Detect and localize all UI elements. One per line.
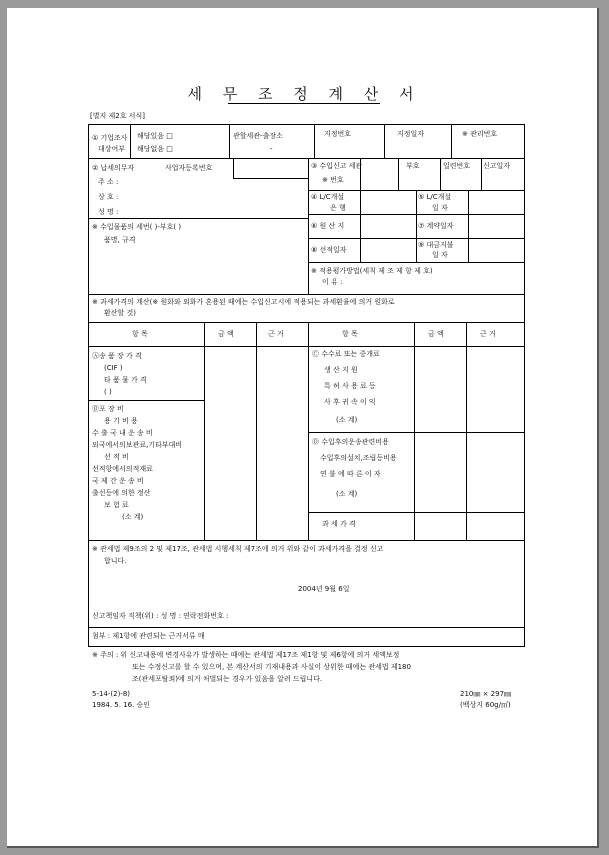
divider — [440, 158, 441, 190]
note-line-2: 또는 수정신고를 할 수 있으며, 본 계산서의 기재내용과 사실이 상위한 때에는 관세법 제180 — [132, 663, 411, 671]
office-label: 관할세관-출장소 — [233, 132, 283, 140]
note-line: ※ 주의 : 위 신고내용에 변경사유가 발생하는 때에는 관세법 제17조 제1항 및 제6항에 의거 세액보정 — [92, 651, 400, 659]
calc-label-2: 환산할 것) — [104, 309, 137, 317]
item-d-transport: Ⓓ 수입후의운송관련비용 — [312, 438, 389, 446]
item-c-royalty: 특 허 사 용 료 등 — [324, 382, 376, 390]
divider — [229, 124, 230, 158]
form-title: 세 무 조 정 계 산 서 — [187, 85, 422, 103]
mgmt-no-label: ※ 관리번호 — [462, 130, 498, 138]
rep-label: 성 명 : — [98, 208, 119, 216]
note-line-3: 조(관세포탈죄)에 의거 처벌되는 경우가 있음을 알려 드립니다. — [132, 675, 323, 683]
item-b-subtotal: (소 계) — [122, 513, 144, 521]
item-b-storage: 외국에서의보관료,기타부대비 — [92, 441, 183, 449]
lc-bank-label: ④ L/C개설 — [311, 193, 345, 201]
taxable-value-label: 과 세 가 격 — [322, 520, 356, 528]
col-item-header-2: 항 목 — [342, 330, 358, 338]
divider — [88, 400, 204, 401]
signer-line: 신고책임자 직책(위) : 성 명 : 연락전화번호 : — [92, 612, 229, 620]
divider — [308, 158, 309, 294]
divider — [384, 124, 385, 158]
lc-bank-label-2: 은 행 — [330, 204, 346, 212]
report-date-label: 지정일자 — [397, 130, 425, 138]
divider — [88, 346, 525, 347]
item-c-commission: Ⓒ 수수료 또는 중개료 — [312, 350, 380, 358]
divider — [256, 322, 257, 540]
paper-size: 210㎜ × 297㎜ — [460, 690, 512, 698]
divider — [88, 322, 525, 323]
form-code: 5-14-(2)-8) — [92, 690, 131, 698]
divider — [88, 540, 525, 541]
divider — [88, 218, 308, 219]
form-reference: [별지 제2호 서식] — [90, 112, 145, 120]
reason-label: 이 유 : — [322, 278, 343, 286]
calc-label: ※ 과세가격의 계산(※ 원화와 외화가 혼용된 때에는 수입신고시에 적용되는 과세환율에 의거 원화로 — [92, 298, 395, 306]
form-table — [88, 124, 525, 647]
item-c-subtotal: (소 계) — [336, 416, 358, 424]
lc-date-label: ⑤ L/C개설 — [418, 193, 452, 201]
company-label: 상 호 : — [98, 193, 119, 201]
ship-date-label: ⑧ 선적일자 — [311, 246, 347, 254]
origin-label: ⑥ 원 산 지 — [311, 222, 345, 230]
approval-date: 1984. 5. 16. 승인 — [92, 701, 151, 709]
divider — [130, 124, 131, 158]
divider — [308, 262, 525, 263]
lc-date-label-2: 일 자 — [432, 204, 448, 212]
item-a-paren: ( ) — [104, 388, 112, 396]
item-a-invoice: Ⓐ송 품 장 가 격 — [92, 352, 142, 360]
divider — [233, 178, 308, 179]
item-b-inland: 수 출 국 내 운 송 비 — [92, 429, 153, 437]
divider — [481, 158, 482, 190]
paper-spec: (백상지 60g/㎡) — [460, 701, 511, 709]
divider — [308, 512, 525, 513]
item-b-insurance: 보 험 료 — [104, 501, 129, 509]
divider — [451, 124, 452, 158]
item-b-packing: Ⓑ포 장 비 — [92, 405, 124, 413]
pay-date-label-2: 일 자 — [432, 251, 448, 259]
col-basis-header: 근 거 — [268, 330, 284, 338]
address-label: 주 소 : — [98, 178, 119, 186]
office-dash: - — [270, 145, 273, 153]
contract-date-label: ⑦ 계약일자 — [418, 222, 454, 230]
method-label: ※ 적용평가방법(세칙 제 조 제 항 제 호) — [311, 267, 433, 275]
item-d-install: 수입후의설치,조립등비용 — [320, 454, 397, 462]
divider — [468, 190, 469, 262]
divider — [398, 158, 399, 190]
law-statement: ※ 관세법 제9조의 2 및 제17조, 관세법 시행세칙 제7조에 의거 위와 같이 과세가격을 결정 신고 — [92, 545, 384, 553]
report-no-label: 지정번호 — [324, 130, 352, 138]
decl-date-label: 신고일자 — [483, 162, 511, 170]
investigation-label: ① 기업조사 — [92, 134, 128, 142]
item-a-other: 타 품 물 가 격 — [104, 376, 147, 384]
pay-date-label: ⑨ 대금지불 — [418, 241, 454, 249]
col-item-header: 항 목 — [132, 330, 148, 338]
item-c-proceeds: 사 후 귀 속 이 익 — [324, 398, 376, 406]
decl-label: ③ 수입신고 세관 — [311, 162, 363, 170]
divider — [88, 294, 525, 295]
col-basis-header-2: 근 거 — [480, 330, 496, 338]
item-d-interest: 연 불 에 따 른 이 자 — [320, 470, 381, 478]
serial-label: 일련번호 — [443, 162, 471, 170]
item-b-container: 용 기 비 용 — [104, 417, 138, 425]
biz-no-label: 사업자등록번호 — [165, 164, 213, 172]
law-statement-2: 합니다. — [104, 557, 127, 565]
col-amount-header-2: 금 액 — [428, 330, 444, 338]
divider — [416, 190, 417, 262]
checkbox-no[interactable]: 해당없음 □ — [137, 145, 173, 153]
items-label: ※ 수입물품의 세번( )-부호( ) — [92, 223, 182, 231]
item-a-cif: (CIF ) — [104, 364, 123, 372]
checkbox-yes[interactable]: 해당있음 □ — [137, 132, 173, 140]
item-b-freight: 국 제 간 운 송 비 — [92, 477, 144, 485]
spec-label: 품명, 규격 — [104, 236, 136, 244]
report-date: 2004년 9월 6일 — [298, 585, 350, 593]
divider — [308, 432, 525, 433]
divider — [204, 322, 205, 540]
divider — [414, 322, 415, 540]
item-b-settle: 출선등에 의한 정산 — [92, 489, 151, 497]
divider — [314, 124, 315, 158]
title-underline — [228, 103, 380, 104]
col-amount-header: 금 액 — [218, 330, 234, 338]
taxpayer-label: ② 납세의무자 — [92, 164, 135, 172]
item-c-production: 생 산 지 원 — [324, 366, 358, 374]
divider — [88, 627, 525, 628]
decl-no-label: ※ 번호 — [322, 176, 344, 184]
item-b-loading: 선 적 비 — [104, 453, 129, 461]
divider — [466, 322, 467, 540]
item-b-port: 선적항에서의적재료 — [92, 465, 153, 473]
attachment-line: 첨부 : 제1항에 관련되는 근거서류 매 — [92, 632, 205, 640]
target-label: 대상여부 — [98, 145, 126, 153]
divider — [360, 158, 361, 262]
divider — [88, 158, 525, 159]
item-d-subtotal: (소 계) — [336, 490, 358, 498]
divider — [233, 158, 234, 178]
dept-label: 부호 — [406, 162, 420, 170]
divider — [308, 322, 309, 540]
